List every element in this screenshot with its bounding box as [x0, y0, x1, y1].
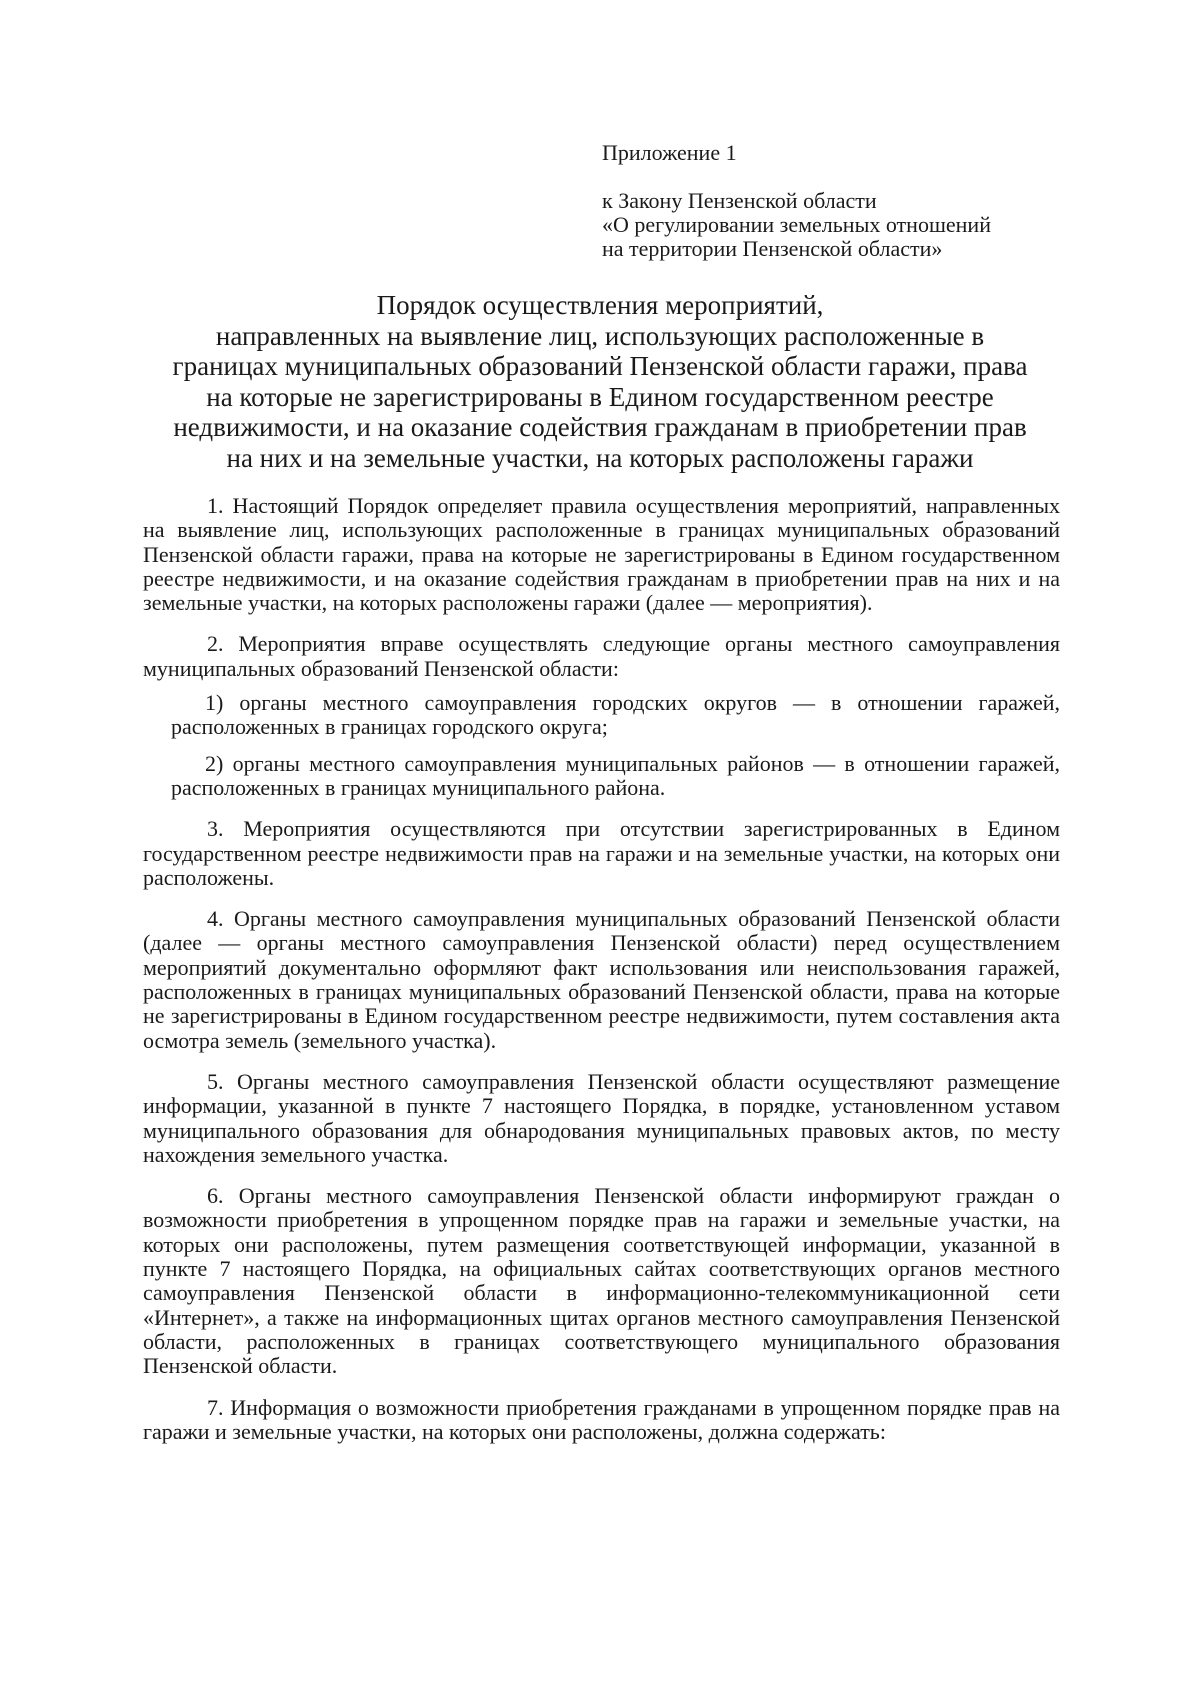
appendix-line: на территории Пензенской области»	[602, 236, 943, 261]
title-line: Порядок осуществления мероприятий,	[376, 290, 824, 320]
paragraph-7: 7. Информация о возможности приобретения гражданами в упрощенном порядке прав на гаражи и земельные участки, на которых они расположены, должна содержать:	[143, 1394, 1060, 1444]
paragraph-3: 3. Мероприятия осуществляются при отсутствии зарегистрированных в Едином государственном реестре недвижимости прав на гаражи и на земельные участки, на которых они расположены.	[143, 816, 1060, 890]
paragraph-6: 6. Органы местного самоуправления Пензенской области информируют граждан о возможности приобретения в упрощенном порядке прав на гаражи и земельные участки, на которых они расположены, путем размещения соответствующей информации, указанной в пункте 7 настоящего Порядка, на официальных сайтах соответствующих органов местного самоуправления Пензенской области в информационно-телекоммуникационной сети «Интернет», а также на информационных щитах органов местного самоуправления Пензенской области, расположенных в границах соответствующего муниципального образования Пензенской области.	[143, 1183, 1060, 1379]
document-body	[143, 494, 1060, 1461]
paragraph-4: 4. Органы местного самоуправления муниципальных образований Пензенской области (далее — органы местного самоуправления Пензенской области) перед осуществлением мероприятий документально оформляют факт использования или неиспользования гаражей, расположенных в границах муниципальных образований Пензенской области, права на которые не зарегистрированы в Едином государственном реестре недвижимости, путем составления акта осмотра земель (земельного участка).	[143, 906, 1060, 1053]
title-line: на которые не зарегистрированы в Едином государственном реестре	[206, 381, 994, 412]
appendix-header	[602, 141, 1062, 261]
title-line: направленных на выявление лиц, использующих расположенные в	[215, 320, 985, 351]
paragraph-2: 2. Мероприятия вправе осуществлять следующие органы местного самоуправления муниципальных образований Пензенской области:	[143, 631, 1060, 681]
paragraph-1: 1. Настоящий Порядок определяет правила осуществления мероприятий, направленных на выявление лиц, использующих расположенные в границах муниципальных образований Пензенской области гаражи, права на которые не зарегистрированы в Едином государственном реестре недвижимости, и на оказание содействия гражданам в приобретении прав на них и на земельные участки, на которых расположены гаражи (далее — мероприятия).	[143, 493, 1060, 616]
paragraph-2-item-1: 1) органы местного самоуправления городских округов — в отношении гаражей, расположенных в границах городского округа;	[171, 690, 1060, 740]
paragraph-2-item-2: 2) органы местного самоуправления муниципальных районов — в отношении гаражей, расположенных в границах муниципального района.	[171, 750, 1060, 800]
appendix-line: к Закону Пензенской области	[602, 188, 877, 213]
title-line: недвижимости, и на оказание содействия гражданам в приобретении прав	[173, 412, 1027, 442]
appendix-title: Приложение 1	[602, 140, 737, 165]
document-title	[100, 290, 1100, 473]
paragraph-5: 5. Органы местного самоуправления Пензенской области осуществляют размещение информации, указанной в пункте 7 настоящего Порядка, в порядке, установленном уставом муниципального образования для обнародования муниципальных правовых актов, по месту нахождения земельного участка.	[143, 1068, 1060, 1167]
title-line: на них и на земельные участки, на которых расположены гаражи	[226, 442, 974, 473]
title-line: границах муниципальных образований Пензенской области гаражи, права	[172, 351, 1028, 381]
appendix-line: «О регулировании земельных отношений	[602, 212, 991, 237]
